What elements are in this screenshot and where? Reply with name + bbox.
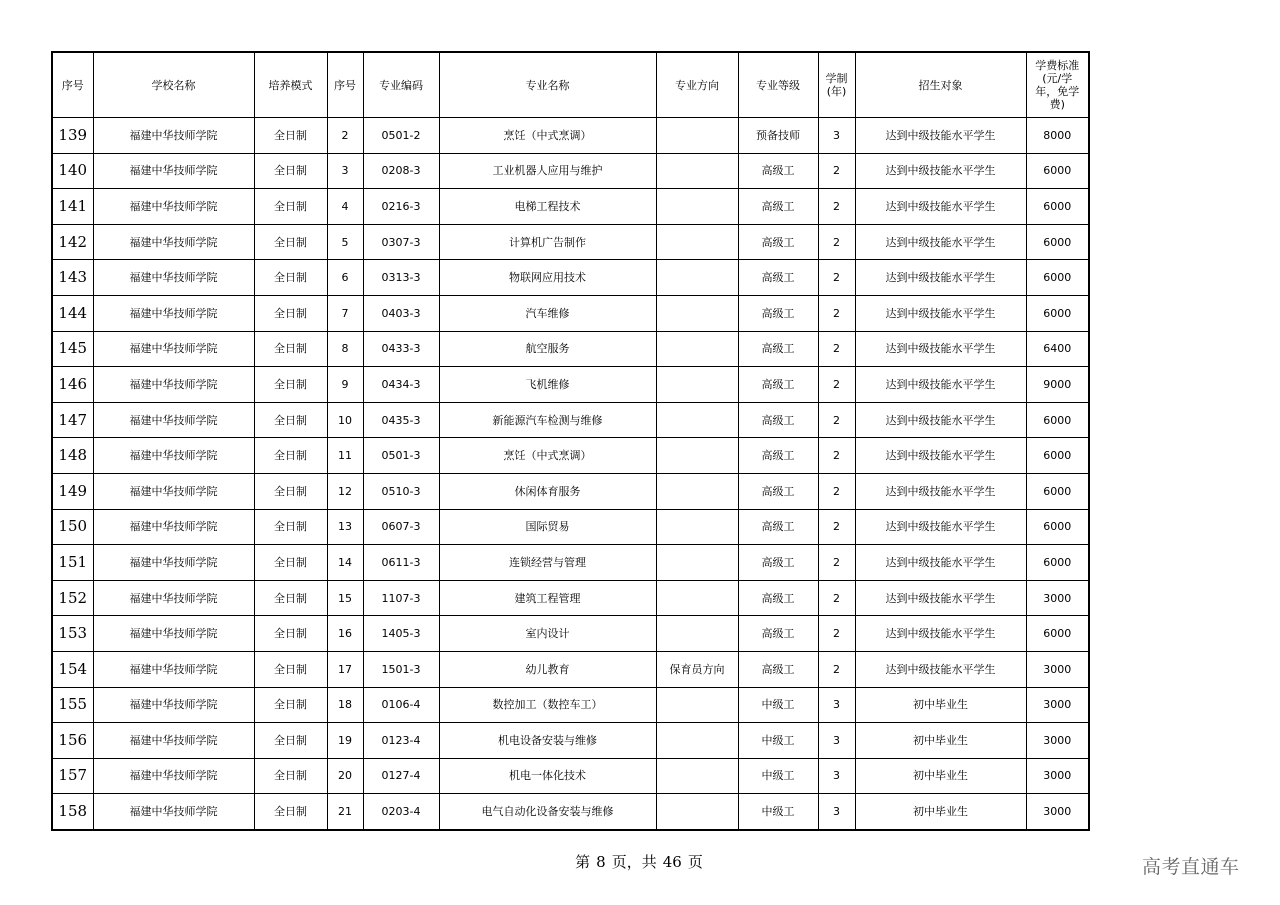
cell-col-target: 达到中级技能水平学生	[855, 438, 1026, 474]
cell-col-seq: 140	[52, 153, 93, 189]
cell-col-direction	[656, 118, 738, 154]
cell-col-seq: 153	[52, 616, 93, 652]
cell-col-school: 福建中华技师学院	[93, 651, 254, 687]
cell-col-school: 福建中华技师学院	[93, 545, 254, 581]
cell-col-fee: 3000	[1026, 794, 1089, 830]
table-row	[52, 509, 1089, 545]
cell-col-major-seq: 11	[327, 438, 363, 474]
cell-col-level: 高级工	[738, 545, 818, 581]
header-col-target: 招生对象	[855, 52, 1026, 118]
header-col-seq: 序号	[52, 52, 93, 118]
header-col-years: 学制 (年)	[818, 52, 855, 118]
cell-col-years: 2	[818, 295, 855, 331]
table-row	[52, 545, 1089, 581]
cell-col-seq: 149	[52, 473, 93, 509]
cell-col-target: 初中毕业生	[855, 687, 1026, 723]
cell-col-target: 达到中级技能水平学生	[855, 331, 1026, 367]
cell-col-major-code: 1405-3	[363, 616, 439, 652]
cell-col-mode: 全日制	[254, 224, 327, 260]
cell-col-fee: 8000	[1026, 118, 1089, 154]
cell-col-direction	[656, 723, 738, 759]
cell-col-mode: 全日制	[254, 260, 327, 296]
cell-col-target: 达到中级技能水平学生	[855, 651, 1026, 687]
cell-col-major-seq: 7	[327, 295, 363, 331]
header-col-mode: 培养模式	[254, 52, 327, 118]
cell-col-major-seq: 21	[327, 794, 363, 830]
cell-col-level: 高级工	[738, 367, 818, 403]
cell-col-major-seq: 17	[327, 651, 363, 687]
cell-col-years: 2	[818, 224, 855, 260]
cell-col-target: 初中毕业生	[855, 723, 1026, 759]
cell-col-major-name: 数控加工（数控车工）	[439, 687, 656, 723]
cell-col-fee: 6000	[1026, 224, 1089, 260]
cell-col-direction	[656, 509, 738, 545]
cell-col-direction	[656, 402, 738, 438]
cell-col-seq: 156	[52, 723, 93, 759]
cell-col-seq: 148	[52, 438, 93, 474]
cell-col-major-code: 0510-3	[363, 473, 439, 509]
cell-col-school: 福建中华技师学院	[93, 509, 254, 545]
cell-col-level: 中级工	[738, 723, 818, 759]
header-col-school: 学校名称	[93, 52, 254, 118]
cell-col-school: 福建中华技师学院	[93, 118, 254, 154]
table-row	[52, 224, 1089, 260]
cell-col-school: 福建中华技师学院	[93, 224, 254, 260]
cell-col-years: 2	[818, 473, 855, 509]
cell-col-major-name: 幼儿教育	[439, 651, 656, 687]
cell-col-major-seq: 13	[327, 509, 363, 545]
cell-col-major-name: 电梯工程技术	[439, 189, 656, 225]
cell-col-target: 达到中级技能水平学生	[855, 509, 1026, 545]
cell-col-major-name: 国际贸易	[439, 509, 656, 545]
cell-col-fee: 6000	[1026, 545, 1089, 581]
cell-col-seq: 150	[52, 509, 93, 545]
cell-col-major-seq: 6	[327, 260, 363, 296]
cell-col-major-seq: 20	[327, 758, 363, 794]
cell-col-major-code: 0307-3	[363, 224, 439, 260]
cell-col-direction	[656, 260, 738, 296]
cell-col-target: 达到中级技能水平学生	[855, 473, 1026, 509]
cell-col-direction	[656, 545, 738, 581]
cell-col-years: 3	[818, 758, 855, 794]
cell-col-years: 3	[818, 687, 855, 723]
cell-col-mode: 全日制	[254, 687, 327, 723]
cell-col-mode: 全日制	[254, 402, 327, 438]
cell-col-target: 达到中级技能水平学生	[855, 153, 1026, 189]
cell-col-direction	[656, 580, 738, 616]
cell-col-fee: 9000	[1026, 367, 1089, 403]
cell-col-level: 高级工	[738, 509, 818, 545]
table-row	[52, 758, 1089, 794]
cell-col-fee: 6000	[1026, 438, 1089, 474]
cell-col-level: 高级工	[738, 224, 818, 260]
cell-col-mode: 全日制	[254, 545, 327, 581]
table-row	[52, 616, 1089, 652]
cell-col-fee: 3000	[1026, 580, 1089, 616]
cell-col-mode: 全日制	[254, 651, 327, 687]
table-row	[52, 723, 1089, 759]
table-row	[52, 118, 1089, 154]
cell-col-years: 2	[818, 545, 855, 581]
cell-col-major-seq: 9	[327, 367, 363, 403]
cell-col-seq: 143	[52, 260, 93, 296]
cell-col-mode: 全日制	[254, 758, 327, 794]
cell-col-direction	[656, 224, 738, 260]
footer-total-unit: 页	[687, 853, 703, 871]
cell-col-major-name: 机电一体化技术	[439, 758, 656, 794]
cell-col-level: 高级工	[738, 260, 818, 296]
cell-col-major-code: 1501-3	[363, 651, 439, 687]
cell-col-major-code: 0203-4	[363, 794, 439, 830]
cell-col-school: 福建中华技师学院	[93, 794, 254, 830]
cell-col-target: 初中毕业生	[855, 758, 1026, 794]
cell-col-direction	[656, 438, 738, 474]
cell-col-years: 2	[818, 651, 855, 687]
cell-col-major-name: 工业机器人应用与维护	[439, 153, 656, 189]
cell-col-major-seq: 16	[327, 616, 363, 652]
cell-col-seq: 145	[52, 331, 93, 367]
table-row	[52, 367, 1089, 403]
cell-col-school: 福建中华技师学院	[93, 758, 254, 794]
cell-col-fee: 3000	[1026, 723, 1089, 759]
cell-col-major-seq: 4	[327, 189, 363, 225]
cell-col-mode: 全日制	[254, 473, 327, 509]
cell-col-target: 达到中级技能水平学生	[855, 402, 1026, 438]
cell-col-school: 福建中华技师学院	[93, 153, 254, 189]
cell-col-major-seq: 5	[327, 224, 363, 260]
cell-col-major-name: 机电设备安装与维修	[439, 723, 656, 759]
cell-col-mode: 全日制	[254, 295, 327, 331]
cell-col-major-seq: 18	[327, 687, 363, 723]
cell-col-school: 福建中华技师学院	[93, 402, 254, 438]
cell-col-fee: 6000	[1026, 260, 1089, 296]
cell-col-seq: 147	[52, 402, 93, 438]
cell-col-level: 中级工	[738, 687, 818, 723]
cell-col-direction	[656, 473, 738, 509]
cell-col-years: 2	[818, 153, 855, 189]
cell-col-major-name: 计算机广告制作	[439, 224, 656, 260]
cell-col-mode: 全日制	[254, 367, 327, 403]
cell-col-major-name: 烹饪（中式烹调）	[439, 118, 656, 154]
cell-col-major-name: 连锁经营与管理	[439, 545, 656, 581]
cell-col-target: 达到中级技能水平学生	[855, 295, 1026, 331]
header-col-direction: 专业方向	[656, 52, 738, 118]
cell-col-target: 达到中级技能水平学生	[855, 118, 1026, 154]
header-col-major-name: 专业名称	[439, 52, 656, 118]
cell-col-major-code: 0208-3	[363, 153, 439, 189]
cell-col-direction	[656, 794, 738, 830]
cell-col-major-code: 0611-3	[363, 545, 439, 581]
cell-col-direction	[656, 616, 738, 652]
cell-col-mode: 全日制	[254, 189, 327, 225]
cell-col-direction	[656, 367, 738, 403]
cell-col-mode: 全日制	[254, 438, 327, 474]
cell-col-major-code: 0127-4	[363, 758, 439, 794]
cell-col-mode: 全日制	[254, 794, 327, 830]
cell-col-level: 中级工	[738, 758, 818, 794]
cell-col-direction	[656, 189, 738, 225]
cell-col-fee: 3000	[1026, 651, 1089, 687]
cell-col-seq: 146	[52, 367, 93, 403]
cell-col-level: 高级工	[738, 189, 818, 225]
cell-col-major-code: 0106-4	[363, 687, 439, 723]
cell-col-mode: 全日制	[254, 509, 327, 545]
cell-col-direction	[656, 153, 738, 189]
cell-col-years: 2	[818, 438, 855, 474]
cell-col-seq: 157	[52, 758, 93, 794]
cell-col-major-seq: 19	[327, 723, 363, 759]
cell-col-years: 3	[818, 794, 855, 830]
cell-col-major-code: 0501-3	[363, 438, 439, 474]
cell-col-level: 高级工	[738, 295, 818, 331]
cell-col-school: 福建中华技师学院	[93, 438, 254, 474]
footer-page-number: 8	[596, 853, 606, 871]
cell-col-school: 福建中华技师学院	[93, 723, 254, 759]
cell-col-seq: 151	[52, 545, 93, 581]
cell-col-mode: 全日制	[254, 580, 327, 616]
footer-prefix: 第	[575, 853, 591, 871]
cell-col-years: 2	[818, 331, 855, 367]
cell-col-mode: 全日制	[254, 331, 327, 367]
cell-col-level: 高级工	[738, 438, 818, 474]
cell-col-major-code: 0435-3	[363, 402, 439, 438]
enrollment-table	[51, 51, 1090, 831]
cell-col-years: 3	[818, 118, 855, 154]
cell-col-major-seq: 8	[327, 331, 363, 367]
cell-col-target: 初中毕业生	[855, 794, 1026, 830]
cell-col-major-seq: 10	[327, 402, 363, 438]
cell-col-major-name: 休闲体育服务	[439, 473, 656, 509]
cell-col-fee: 6000	[1026, 402, 1089, 438]
watermark-text: 高考直通车	[1142, 856, 1240, 878]
cell-col-direction	[656, 331, 738, 367]
cell-col-target: 达到中级技能水平学生	[855, 189, 1026, 225]
cell-col-direction	[656, 295, 738, 331]
cell-col-seq: 139	[52, 118, 93, 154]
cell-col-school: 福建中华技师学院	[93, 189, 254, 225]
cell-col-target: 达到中级技能水平学生	[855, 224, 1026, 260]
cell-col-fee: 6000	[1026, 189, 1089, 225]
cell-col-school: 福建中华技师学院	[93, 687, 254, 723]
cell-col-level: 高级工	[738, 331, 818, 367]
cell-col-years: 2	[818, 616, 855, 652]
cell-col-level: 高级工	[738, 580, 818, 616]
cell-col-direction: 保育员方向	[656, 651, 738, 687]
cell-col-years: 2	[818, 189, 855, 225]
cell-col-mode: 全日制	[254, 118, 327, 154]
cell-col-school: 福建中华技师学院	[93, 473, 254, 509]
table-row	[52, 794, 1089, 830]
cell-col-target: 达到中级技能水平学生	[855, 580, 1026, 616]
table-header-row	[52, 52, 1089, 118]
cell-col-school: 福建中华技师学院	[93, 260, 254, 296]
cell-col-major-name: 电气自动化设备安装与维修	[439, 794, 656, 830]
cell-col-target: 达到中级技能水平学生	[855, 545, 1026, 581]
table-row	[52, 651, 1089, 687]
cell-col-major-name: 烹饪（中式烹调）	[439, 438, 656, 474]
header-col-level: 专业等级	[738, 52, 818, 118]
cell-col-direction	[656, 758, 738, 794]
cell-col-major-code: 0607-3	[363, 509, 439, 545]
table-row	[52, 189, 1089, 225]
cell-col-major-name: 新能源汽车检测与维修	[439, 402, 656, 438]
cell-col-seq: 144	[52, 295, 93, 331]
cell-col-target: 达到中级技能水平学生	[855, 616, 1026, 652]
cell-col-level: 高级工	[738, 402, 818, 438]
cell-col-fee: 6000	[1026, 295, 1089, 331]
cell-col-school: 福建中华技师学院	[93, 331, 254, 367]
cell-col-major-name: 室内设计	[439, 616, 656, 652]
cell-col-years: 2	[818, 580, 855, 616]
page-footer	[0, 851, 1279, 872]
cell-col-fee: 6000	[1026, 616, 1089, 652]
cell-col-major-name: 物联网应用技术	[439, 260, 656, 296]
table-row	[52, 295, 1089, 331]
cell-col-mode: 全日制	[254, 153, 327, 189]
header-col-major-code: 专业编码	[363, 52, 439, 118]
table-row	[52, 438, 1089, 474]
cell-col-years: 2	[818, 509, 855, 545]
cell-col-level: 中级工	[738, 794, 818, 830]
table-row	[52, 153, 1089, 189]
cell-col-level: 高级工	[738, 651, 818, 687]
cell-col-major-code: 0501-2	[363, 118, 439, 154]
cell-col-target: 达到中级技能水平学生	[855, 260, 1026, 296]
cell-col-major-seq: 3	[327, 153, 363, 189]
cell-col-level: 高级工	[738, 153, 818, 189]
cell-col-mode: 全日制	[254, 616, 327, 652]
cell-col-school: 福建中华技师学院	[93, 367, 254, 403]
cell-col-level: 预备技师	[738, 118, 818, 154]
cell-col-major-seq: 2	[327, 118, 363, 154]
table-row	[52, 687, 1089, 723]
cell-col-level: 高级工	[738, 616, 818, 652]
cell-col-years: 2	[818, 367, 855, 403]
cell-col-seq: 152	[52, 580, 93, 616]
cell-col-years: 3	[818, 723, 855, 759]
cell-col-fee: 6000	[1026, 153, 1089, 189]
cell-col-seq: 142	[52, 224, 93, 260]
cell-col-school: 福建中华技师学院	[93, 580, 254, 616]
cell-col-fee: 6400	[1026, 331, 1089, 367]
cell-col-seq: 155	[52, 687, 93, 723]
header-col-major-seq: 序号	[327, 52, 363, 118]
table-row	[52, 331, 1089, 367]
cell-col-direction	[656, 687, 738, 723]
cell-col-major-name: 航空服务	[439, 331, 656, 367]
table-row	[52, 402, 1089, 438]
cell-col-fee: 6000	[1026, 473, 1089, 509]
cell-col-school: 福建中华技师学院	[93, 295, 254, 331]
cell-col-major-code: 0216-3	[363, 189, 439, 225]
cell-col-major-seq: 15	[327, 580, 363, 616]
table-row	[52, 260, 1089, 296]
cell-col-target: 达到中级技能水平学生	[855, 367, 1026, 403]
cell-col-years: 2	[818, 402, 855, 438]
cell-col-major-code: 0403-3	[363, 295, 439, 331]
table-body	[52, 118, 1089, 830]
cell-col-major-code: 0123-4	[363, 723, 439, 759]
cell-col-fee: 3000	[1026, 687, 1089, 723]
cell-col-major-seq: 14	[327, 545, 363, 581]
cell-col-major-seq: 12	[327, 473, 363, 509]
cell-col-major-code: 0434-3	[363, 367, 439, 403]
cell-col-major-code: 0313-3	[363, 260, 439, 296]
cell-col-major-name: 汽车维修	[439, 295, 656, 331]
cell-col-major-name: 飞机维修	[439, 367, 656, 403]
cell-col-major-code: 1107-3	[363, 580, 439, 616]
cell-col-years: 2	[818, 260, 855, 296]
table-row	[52, 473, 1089, 509]
footer-total-pages: 46	[662, 853, 682, 871]
cell-col-seq: 158	[52, 794, 93, 830]
cell-col-mode: 全日制	[254, 723, 327, 759]
cell-col-major-name: 建筑工程管理	[439, 580, 656, 616]
cell-col-seq: 141	[52, 189, 93, 225]
header-col-fee: 学费标准 (元/学 年，免学 费)	[1026, 52, 1089, 118]
cell-col-fee: 6000	[1026, 509, 1089, 545]
footer-page-unit: 页，共	[611, 853, 657, 871]
cell-col-fee: 3000	[1026, 758, 1089, 794]
cell-col-major-code: 0433-3	[363, 331, 439, 367]
cell-col-level: 高级工	[738, 473, 818, 509]
cell-col-school: 福建中华技师学院	[93, 616, 254, 652]
cell-col-seq: 154	[52, 651, 93, 687]
table-row	[52, 580, 1089, 616]
